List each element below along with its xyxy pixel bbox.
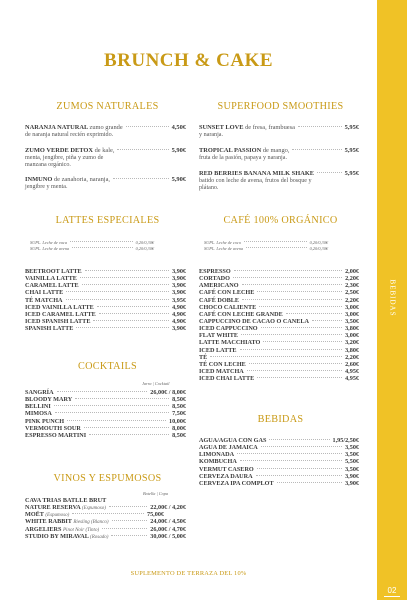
cocktails-column-header: Jarra | Cocktail bbox=[142, 381, 170, 386]
menu-row: LIMONADA 3,50€ bbox=[199, 451, 359, 459]
section-title-smoothies: SUPERFOOD SMOOTHIES bbox=[217, 101, 344, 112]
menu-row: ICED VAINILLA LATTE 4,90€ bbox=[25, 303, 186, 311]
menu-row: AGUA/AGUA CON GAS 1,95/2,50€ bbox=[199, 437, 359, 444]
milk-supplements-list bbox=[30, 240, 154, 251]
menu-item: NARANJA NATURAL zumo grande 4,50€ de naranja natural recién exprimido. bbox=[25, 124, 186, 138]
menu-row: KOMBUCHA 5,50€ bbox=[199, 458, 359, 466]
menu-row: AGUA DE JAMAICA 3,50€ bbox=[199, 444, 359, 452]
menu-row: WHITE RABBIT Riesling (Blanco) 24,00€ / 4,50€ bbox=[25, 518, 186, 526]
menu-row: CERVEZA DAURA 3,90€ bbox=[199, 472, 359, 480]
page-number-underline bbox=[384, 596, 400, 597]
sidebar-section-label: BEBIDAS bbox=[388, 279, 397, 317]
menu-row: CHOCO CALIENTE 3,00€ bbox=[199, 303, 359, 311]
section-title-zumos: ZUMOS NATURALES bbox=[56, 101, 159, 112]
menu-row: VAINILLA LATTE 3,90€ bbox=[25, 275, 186, 283]
menu-item: INMUNO de zanahoria, naranja, 5,90€ jengibre y menta. bbox=[25, 176, 186, 190]
menu-row: TÉ CON LECHE 2,60€ bbox=[199, 360, 359, 368]
section-title-vinos: VINOS Y ESPUMOSOS bbox=[53, 473, 162, 484]
menu-row: ICED CARAMEL LATTE 4,90€ bbox=[25, 310, 186, 318]
menu-row: STUDIO BY MIRAVAL (Rosado) 30,00€ / 5,00€ bbox=[25, 532, 186, 540]
menu-row: MOËT (Espumoso) 75,00€ bbox=[25, 511, 164, 519]
menu-row: CARAMEL LATTE 3,90€ bbox=[25, 282, 186, 290]
menu-row: ESPRESSO 2,00€ bbox=[199, 268, 359, 275]
vinos-list bbox=[25, 497, 186, 540]
menu-row: CERVEZA IPA COMPLOT 3,90€ bbox=[199, 479, 359, 487]
supplement-row: SUPL. Leche de vaca 0,20/0,30€ bbox=[30, 240, 154, 245]
menu-row: SPANISH LATTE 3,90€ bbox=[25, 325, 186, 333]
menu-row: CAFÉ CON LECHE GRANDE 3,00€ bbox=[199, 310, 359, 318]
menu-row: NATURE RESERVA (Espumoso) 22,00€ / 4,20€ bbox=[25, 504, 186, 512]
cafe-supplements-list bbox=[204, 240, 328, 251]
menu-row: ESPRESSO MARTINI 8,50€ bbox=[25, 431, 186, 439]
menu-item: TROPICAL PASSION de mango, 5,95€ fruta de la pasión, papaya y naranja. bbox=[199, 147, 359, 161]
menu-row: BLOODY MARY 8,50€ bbox=[25, 396, 186, 404]
supplement-row: SUPL. Leche de avena 0,20/0,30€ bbox=[204, 245, 328, 251]
menu-row: BELLINI 8,50€ bbox=[25, 403, 186, 411]
section-title-cocktails: COCKTAILS bbox=[77, 361, 138, 372]
menu-row: CAFÉ CON LECHE 2,50€ bbox=[199, 289, 359, 297]
menu-row: MIMOSA 7,50€ bbox=[25, 410, 186, 418]
section-title-cafe: CAFÉ 100% ORGÁNICO bbox=[223, 215, 338, 226]
terrace-surcharge-note: SUPLEMENTO DE TERRAZA DEL 10% bbox=[130, 570, 247, 577]
menu-row: TÉ MATCHA 3,95€ bbox=[25, 296, 186, 304]
menu-row: VERMUT CASERO 3,50€ bbox=[199, 465, 359, 473]
menu-row: ICED CHAI LATTE 4,95€ bbox=[199, 375, 359, 383]
cafe-list bbox=[199, 268, 359, 382]
menu-row: ICED LATTE 3,80€ bbox=[199, 346, 359, 354]
page-number: 02 bbox=[387, 586, 397, 595]
menu-item: ZUMO VERDE DETOX de kale, 5,90€ menta, jengibre, piña y zumo de manzana orgánico. bbox=[25, 147, 186, 168]
menu-row: ARGELIERS Pinot Noir (Tinto) 26,00€ / 4,70€ bbox=[25, 525, 186, 533]
menu-row: LATTE MACCHIATO 3,20€ bbox=[199, 339, 359, 347]
bebidas-list bbox=[199, 437, 359, 487]
menu-row: FLAT WHITE 3,00€ bbox=[199, 332, 359, 340]
menu-row: ICED MATCHA 4,95€ bbox=[199, 367, 359, 375]
supplement-row: SUPL. Leche de coco 0,20/0,30€ bbox=[204, 240, 328, 245]
menu-item: RED BERRIES BANANA MILK SHAKE 5,95€ batido con leche de avena, frutos del bosque y plátano. bbox=[199, 170, 359, 191]
menu-row: CAVA TRIAS BATLLE BRUT bbox=[25, 497, 107, 504]
menu-row: CAPPUCCINO DE CACAO O CANELA 3,50€ bbox=[199, 317, 359, 325]
menu-row: CORTADO 2,20€ bbox=[199, 275, 359, 283]
section-title-lattes: LATTES ESPECIALES bbox=[55, 215, 160, 226]
menu-row: PINK PUNCH 10,00€ bbox=[25, 417, 186, 425]
menu-row: TÉ 2,20€ bbox=[199, 353, 359, 361]
menu-row: ICED SPANISH LATTE 4,90€ bbox=[25, 317, 186, 325]
page-title: BRUNCH & CAKE bbox=[103, 50, 274, 71]
menu-row: CAFÉ DOBLE 2,20€ bbox=[199, 296, 359, 304]
menu-row: VERMOUTH SOUR 8,00€ bbox=[25, 424, 186, 432]
menu-item: SUNSET LOVE de fresa, frambuesa 5,95€ y naranja. bbox=[199, 124, 359, 138]
menu-row: ICED CAPPUCCINO 3,80€ bbox=[199, 325, 359, 333]
cocktails-list bbox=[25, 389, 186, 439]
vinos-column-header: Botella | Copa bbox=[143, 491, 169, 496]
menu-row: BEETROOT LATTE 3,90€ bbox=[25, 268, 186, 275]
menu-row: AMERICANO 2,30€ bbox=[199, 282, 359, 290]
section-title-bebidas: BEBIDAS bbox=[257, 414, 304, 425]
menu-row: SANGRÍA 26,00€ / 8,00€ bbox=[25, 389, 186, 396]
supplement-row: SUPL. Leche de avena 0,20/0,30€ bbox=[30, 245, 154, 251]
menu-row: CHAI LATTE 3,90€ bbox=[25, 289, 186, 297]
lattes-list bbox=[25, 268, 186, 332]
